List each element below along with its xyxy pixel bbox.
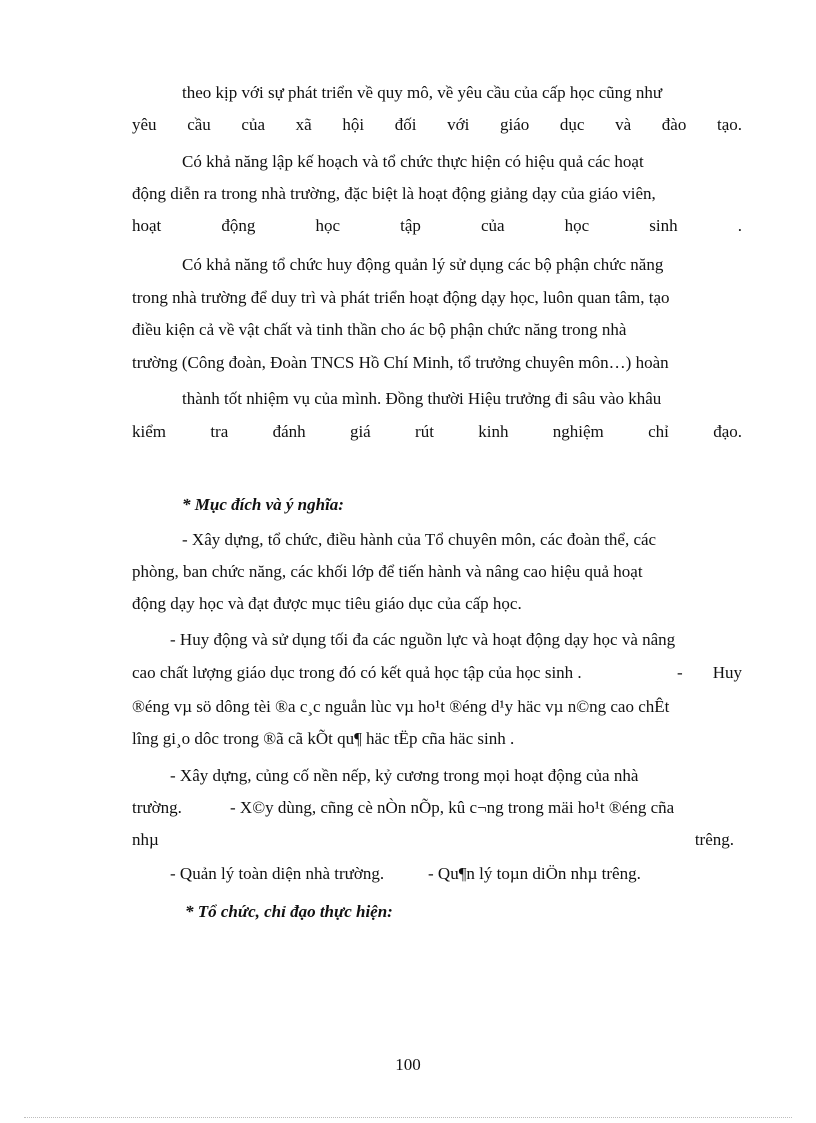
- text-line-20-b-legacy-font: - X©y dùng, cñng cè nÒn nÕp, kû c¬ng trong mäi ho¹t ®éng cña: [230, 798, 675, 817]
- text-line-21-b-legacy-font: trêng.: [694, 830, 734, 849]
- text-line-5: hoạt động học tập của học sinh .: [132, 216, 742, 235]
- section-heading-purpose: * Mục đích và ý nghĩa:: [182, 495, 344, 514]
- page-bottom-divider: [24, 1117, 792, 1118]
- text-line-22-b-legacy-font: - Qu¶n lý toµn diÖn nhµ trêng.: [428, 864, 641, 883]
- text-line-19: - Xây dựng, củng cố nền nếp, kỷ cương trong mọi hoạt động của nhà: [170, 766, 639, 785]
- text-line-6: Có khả năng tổ chức huy động quản lý sử dụng các bộ phận chức năng: [182, 255, 664, 274]
- text-line-12: - Xây dựng, tổ chức, điều hành của Tổ chuyên môn, các đoàn thể, các: [182, 530, 657, 549]
- text-line-3: Có khả năng lập kế hoạch và tổ chức thực hiện có hiệu quả các hoạt: [182, 152, 644, 171]
- text-line-22: [170, 862, 742, 886]
- page-number: 100: [395, 1055, 421, 1074]
- text-line-14: động dạy học và đạt được mục tiêu giáo dục của cấp học.: [132, 594, 522, 613]
- text-line-8: điều kiện cả về vật chất và tinh thần cho ác bộ phận chức năng trong nhà: [132, 320, 627, 339]
- text-line-21-a-legacy-font: nhµ: [132, 830, 159, 849]
- text-line-16-b: -: [677, 663, 683, 682]
- text-line-7: trong nhà trường để duy trì và phát triển hoạt động dạy học, luôn quan tâm, tạo: [132, 288, 670, 307]
- text-line-1: theo kịp với sự phát triển về quy mô, về yêu cầu của cấp học cũng như: [182, 83, 663, 102]
- text-line-16: [132, 661, 742, 685]
- text-line-2: yêu cầu của xã hội đối với giáo dục và đào tạo.: [132, 115, 742, 134]
- text-line-20: [132, 796, 742, 820]
- text-line-18-legacy-font: lîng gi¸o dôc trong ®ã cã kÕt qu¶ häc tËp cña häc sinh .: [132, 729, 515, 748]
- text-line-13: phòng, ban chức năng, các khối lớp để tiến hành và nâng cao hiệu quả hoạt: [132, 562, 643, 581]
- text-line-16-c: Huy: [712, 663, 742, 682]
- text-line-21: [132, 828, 742, 852]
- text-line-10: thành tốt nhiệm vụ của mình. Đồng thười Hiệu trưởng đi sâu vào khâu: [182, 389, 662, 408]
- text-line-16-a: cao chất lượng giáo dục trong đó có kết quả học tập của học sinh .: [132, 663, 582, 682]
- section-heading-implementation: * Tổ chức, chỉ đạo thực hiện:: [185, 902, 393, 921]
- text-line-9: trường (Công đoàn, Đoàn TNCS Hồ Chí Minh, tổ trưởng chuyên môn…) hoàn: [132, 353, 669, 372]
- text-line-22-a: - Quản lý toàn diện nhà trường.: [170, 864, 385, 883]
- text-line-4: động diễn ra trong nhà trường, đặc biệt là hoạt động giảng dạy của giáo viên,: [132, 184, 656, 203]
- text-line-11: kiểm tra đánh giá rút kinh nghiệm chỉ đạo.: [132, 422, 742, 441]
- text-line-17-legacy-font: ®éng vµ sö dông tèi ®a c¸c nguån lùc vµ ho¹t ®éng d¹y häc vµ n©ng cao chÊt: [132, 697, 670, 716]
- text-line-15: - Huy động và sử dụng tối đa các nguồn lực và hoạt động dạy học và nâng: [170, 630, 676, 649]
- text-line-20-a: trường.: [132, 798, 182, 817]
